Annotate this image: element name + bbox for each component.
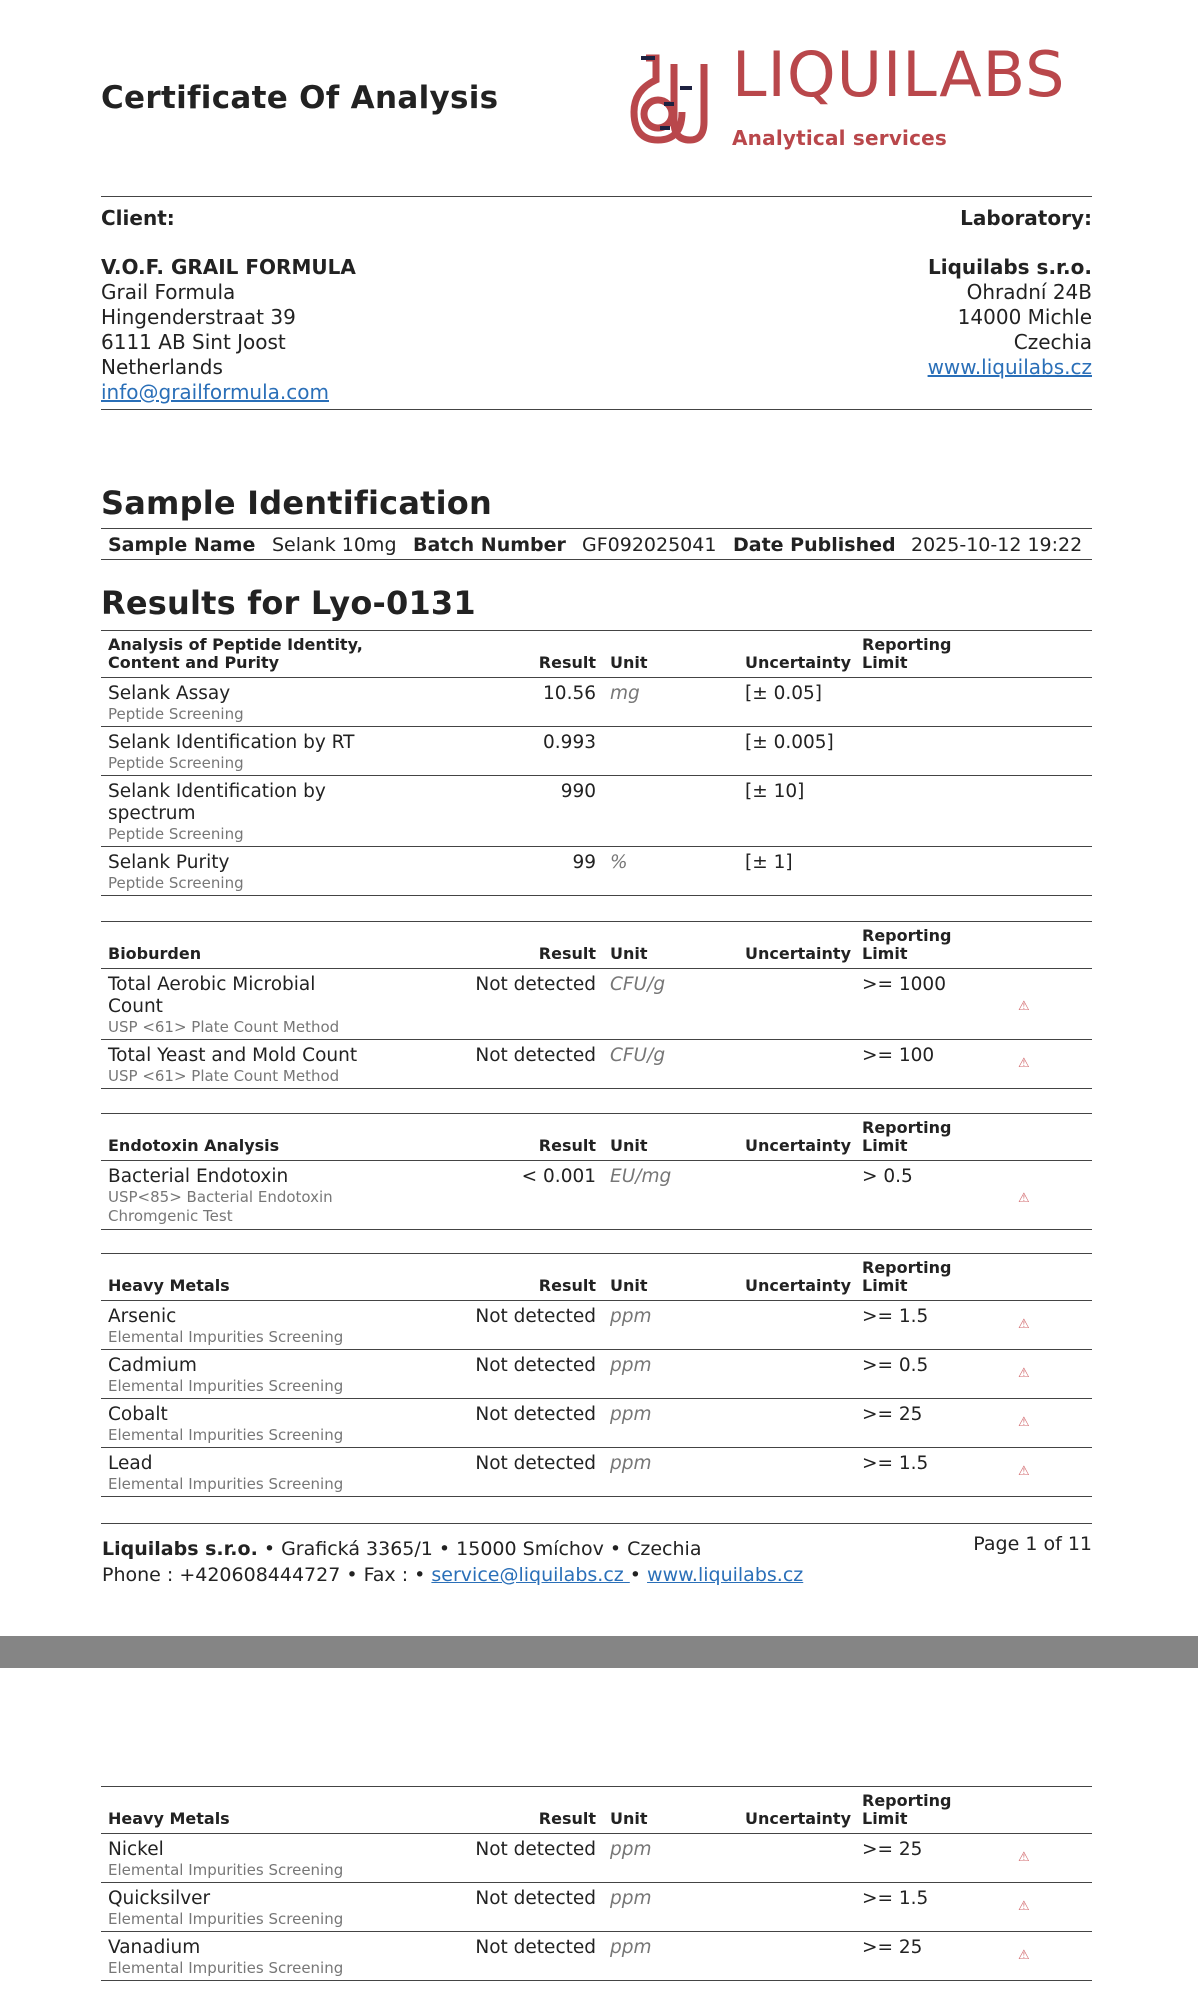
reporting-limit-column-header: Reporting Limit xyxy=(862,1791,952,1828)
reporting-limit-value: >= 25 xyxy=(862,1404,923,1425)
warning-icon: ⚠ xyxy=(1018,1366,1030,1381)
result-value: < 0.001 xyxy=(521,1166,596,1187)
peptide-table xyxy=(101,630,1092,896)
table-row xyxy=(101,678,1092,727)
result-column-header: Result xyxy=(538,944,596,963)
analysis-method: Elemental Impurities Screening xyxy=(108,1377,344,1395)
unit-value: ppm xyxy=(610,1888,652,1909)
analysis-method: Elemental Impurities Screening xyxy=(108,1475,344,1493)
table-row xyxy=(101,776,1092,847)
footer-website-link[interactable]: www.liquilabs.cz xyxy=(647,1564,804,1586)
sample-name-value: Selank 10mg xyxy=(272,534,397,556)
analysis-name: Total Aerobic Microbial Count xyxy=(108,974,316,1017)
result-value: Not detected xyxy=(475,1839,596,1860)
client-line: 6111 AB Sint Joost xyxy=(101,330,286,354)
result-value: 10.56 xyxy=(543,683,596,704)
uncertainty-value: [± 10] xyxy=(745,781,805,802)
heavy-metals-table xyxy=(101,1253,1092,1497)
analysis-name: Cadmium xyxy=(108,1355,197,1376)
unit-value: CFU/g xyxy=(610,1045,666,1066)
analysis-name: Total Yeast and Mold Count xyxy=(108,1045,358,1066)
laboratory-line: Czechia xyxy=(1013,330,1092,354)
analysis-method: Peptide Screening xyxy=(108,825,244,843)
warning-icon: ⚠ xyxy=(1018,1948,1030,1963)
table-header xyxy=(101,630,1092,678)
result-value: 99 xyxy=(572,852,596,873)
reporting-limit-value: >= 1.5 xyxy=(862,1306,929,1327)
result-value: 990 xyxy=(560,781,596,802)
analysis-name: Bacterial Endotoxin xyxy=(108,1166,289,1187)
reporting-limit-column-header: Reporting Limit xyxy=(862,1258,952,1295)
table-row xyxy=(101,1448,1092,1497)
result-value: Not detected xyxy=(475,1888,596,1909)
result-column-header: Result xyxy=(538,1136,596,1155)
date-published-label: Date Published xyxy=(733,534,896,556)
client-line: Hingenderstraat 39 xyxy=(101,305,296,329)
result-value: Not detected xyxy=(475,1453,596,1474)
bioburden-table xyxy=(101,921,1092,1089)
warning-icon: ⚠ xyxy=(1018,1056,1030,1071)
analysis-method: Peptide Screening xyxy=(108,705,244,723)
warning-icon: ⚠ xyxy=(1018,1899,1030,1914)
result-column-header: Result xyxy=(538,653,596,672)
uncertainty-value: [± 0.005] xyxy=(745,732,834,753)
unit-column-header: Unit xyxy=(610,653,648,672)
result-value: Not detected xyxy=(475,1306,596,1327)
analysis-name: Vanadium xyxy=(108,1937,201,1958)
footer-email-link[interactable]: service@liquilabs.cz xyxy=(431,1564,630,1586)
heavy-metals-table-continued xyxy=(101,1786,1092,1981)
analysis-name: Selank Identification by RT xyxy=(108,732,355,753)
analysis-name: Arsenic xyxy=(108,1306,177,1327)
client-email-link[interactable]: info@grailformula.com xyxy=(101,380,329,404)
analysis-name: Selank Purity xyxy=(108,852,230,873)
table-row xyxy=(101,1040,1092,1089)
warning-icon: ⚠ xyxy=(1018,1317,1030,1332)
unit-column-header: Unit xyxy=(610,944,648,963)
table-header xyxy=(101,921,1092,969)
laboratory-website-link[interactable]: www.liquilabs.cz xyxy=(927,355,1092,379)
table-row xyxy=(101,969,1092,1040)
footer-divider xyxy=(101,1523,1092,1524)
unit-value: CFU/g xyxy=(610,974,666,995)
analysis-name: Selank Assay xyxy=(108,683,231,704)
uncertainty-column-header: Uncertainty xyxy=(745,1136,852,1155)
logo-subtitle: Analytical services xyxy=(732,126,948,150)
reporting-limit-value: >= 1.5 xyxy=(862,1888,929,1909)
sample-identification-heading: Sample Identification xyxy=(101,484,492,522)
unit-value: % xyxy=(610,852,628,873)
result-value: 0.993 xyxy=(543,732,596,753)
uncertainty-column-header: Uncertainty xyxy=(745,1809,852,1828)
divider xyxy=(101,409,1092,410)
footer-phone: Phone : +420608444727 • Fax : • xyxy=(102,1564,432,1586)
unit-value: ppm xyxy=(610,1306,652,1327)
unit-value: EU/mg xyxy=(610,1166,672,1187)
analysis-method: Elemental Impurities Screening xyxy=(108,1910,344,1928)
reporting-limit-value: >= 1000 xyxy=(862,974,946,995)
laboratory-line: 14000 Michle xyxy=(957,305,1092,329)
sample-name-label: Sample Name xyxy=(108,534,256,556)
reporting-limit-value: >= 1.5 xyxy=(862,1453,929,1474)
reporting-limit-value: >= 25 xyxy=(862,1937,923,1958)
table-row xyxy=(101,1301,1092,1350)
footer-separator: • xyxy=(629,1564,648,1586)
warning-icon: ⚠ xyxy=(1018,1415,1030,1430)
uncertainty-value: [± 1] xyxy=(745,852,793,873)
table-row xyxy=(101,1161,1092,1230)
analysis-method: Elemental Impurities Screening xyxy=(108,1861,344,1879)
warning-icon: ⚠ xyxy=(1018,1850,1030,1865)
table-row xyxy=(101,1932,1092,1981)
reporting-limit-value: >= 25 xyxy=(862,1839,923,1860)
reporting-limit-column-header: Reporting Limit xyxy=(862,926,952,963)
unit-value: ppm xyxy=(610,1404,652,1425)
unit-value: ppm xyxy=(610,1453,652,1474)
unit-value: ppm xyxy=(610,1839,652,1860)
laboratory-heading: Laboratory: xyxy=(960,206,1092,230)
client-name: V.O.F. GRAIL FORMULA xyxy=(101,255,356,279)
table-title: Analysis of Peptide Identity, Content and Purity xyxy=(108,635,363,672)
table-title: Endotoxin Analysis xyxy=(108,1136,280,1155)
analysis-method: USP <61> Plate Count Method xyxy=(108,1018,340,1036)
analysis-name: Quicksilver xyxy=(108,1888,211,1909)
endotoxin-table xyxy=(101,1113,1092,1230)
result-column-header: Result xyxy=(538,1276,596,1295)
uncertainty-column-header: Uncertainty xyxy=(745,944,852,963)
laboratory-address xyxy=(928,206,1092,380)
uncertainty-value: [± 0.05] xyxy=(745,683,823,704)
reporting-limit-column-header: Reporting Limit xyxy=(862,635,952,672)
page-number: Page 1 of 11 xyxy=(973,1533,1092,1555)
analysis-name: Selank Identification by spectrum xyxy=(108,781,326,824)
table-header xyxy=(101,1113,1092,1161)
table-row xyxy=(101,1883,1092,1932)
table-title: Bioburden xyxy=(108,944,202,963)
table-row xyxy=(101,847,1092,896)
footer-company: Liquilabs s.r.o. xyxy=(102,1538,258,1560)
analysis-name: Cobalt xyxy=(108,1404,168,1425)
table-row xyxy=(101,1350,1092,1399)
batch-number-label: Batch Number xyxy=(413,534,566,556)
table-header xyxy=(101,1786,1092,1834)
unit-value: ppm xyxy=(610,1355,652,1376)
warning-icon: ⚠ xyxy=(1018,1464,1030,1479)
unit-column-header: Unit xyxy=(610,1809,648,1828)
analysis-method: Elemental Impurities Screening xyxy=(108,1328,344,1346)
analysis-method: Peptide Screening xyxy=(108,874,244,892)
client-line: Grail Formula xyxy=(101,280,236,304)
result-column-header: Result xyxy=(538,1809,596,1828)
result-value: Not detected xyxy=(475,1045,596,1066)
sample-identification-bar xyxy=(101,528,1092,560)
table-header xyxy=(101,1253,1092,1301)
reporting-limit-value: > 0.5 xyxy=(862,1166,913,1187)
unit-column-header: Unit xyxy=(610,1136,648,1155)
unit-value: ppm xyxy=(610,1937,652,1958)
client-heading: Client: xyxy=(101,206,175,230)
footer-address: • Grafická 3365/1 • 15000 Smíchov • Czechia xyxy=(257,1538,702,1560)
analysis-method: USP <61> Plate Count Method xyxy=(108,1067,340,1085)
analysis-name: Lead xyxy=(108,1453,153,1474)
uncertainty-column-header: Uncertainty xyxy=(745,1276,852,1295)
client-line: Netherlands xyxy=(101,355,223,379)
divider xyxy=(101,196,1092,197)
warning-icon: ⚠ xyxy=(1018,999,1030,1014)
page-separator xyxy=(0,1636,1198,1668)
results-heading: Results for Lyo-0131 xyxy=(101,584,476,622)
page-title: Certificate Of Analysis xyxy=(101,80,499,116)
reporting-limit-column-header: Reporting Limit xyxy=(862,1118,952,1155)
client-address xyxy=(101,206,356,405)
certificate-page-2 xyxy=(0,1668,1198,2016)
analysis-name: Nickel xyxy=(108,1839,164,1860)
unit-value: mg xyxy=(610,683,640,704)
analysis-method: Elemental Impurities Screening xyxy=(108,1426,344,1444)
date-published-value: 2025-10-12 19:22 xyxy=(911,534,1083,556)
uncertainty-column-header: Uncertainty xyxy=(745,653,852,672)
result-value: Not detected xyxy=(475,974,596,995)
logo-wordmark: LIQUILABS xyxy=(732,38,1066,111)
table-row xyxy=(101,1834,1092,1883)
liquilabs-logo xyxy=(624,38,1094,162)
laboratory-line: Ohradní 24B xyxy=(966,280,1092,304)
reporting-limit-value: >= 100 xyxy=(862,1045,935,1066)
laboratory-name: Liquilabs s.r.o. xyxy=(928,255,1092,279)
result-value: Not detected xyxy=(475,1404,596,1425)
flask-logo-icon xyxy=(624,52,724,152)
batch-number-value: GF092025041 xyxy=(582,534,717,556)
table-title: Heavy Metals xyxy=(108,1276,230,1295)
table-row xyxy=(101,727,1092,776)
result-value: Not detected xyxy=(475,1355,596,1376)
reporting-limit-value: >= 0.5 xyxy=(862,1355,929,1376)
warning-icon: ⚠ xyxy=(1018,1191,1030,1206)
table-title: Heavy Metals xyxy=(108,1809,230,1828)
analysis-method: Elemental Impurities Screening xyxy=(108,1959,344,1977)
analysis-method: Peptide Screening xyxy=(108,754,244,772)
analysis-method: USP<85> Bacterial Endotoxin Chromgenic Test xyxy=(108,1188,333,1225)
page-footer xyxy=(102,1536,803,1588)
result-value: Not detected xyxy=(475,1937,596,1958)
table-row xyxy=(101,1399,1092,1448)
unit-column-header: Unit xyxy=(610,1276,648,1295)
